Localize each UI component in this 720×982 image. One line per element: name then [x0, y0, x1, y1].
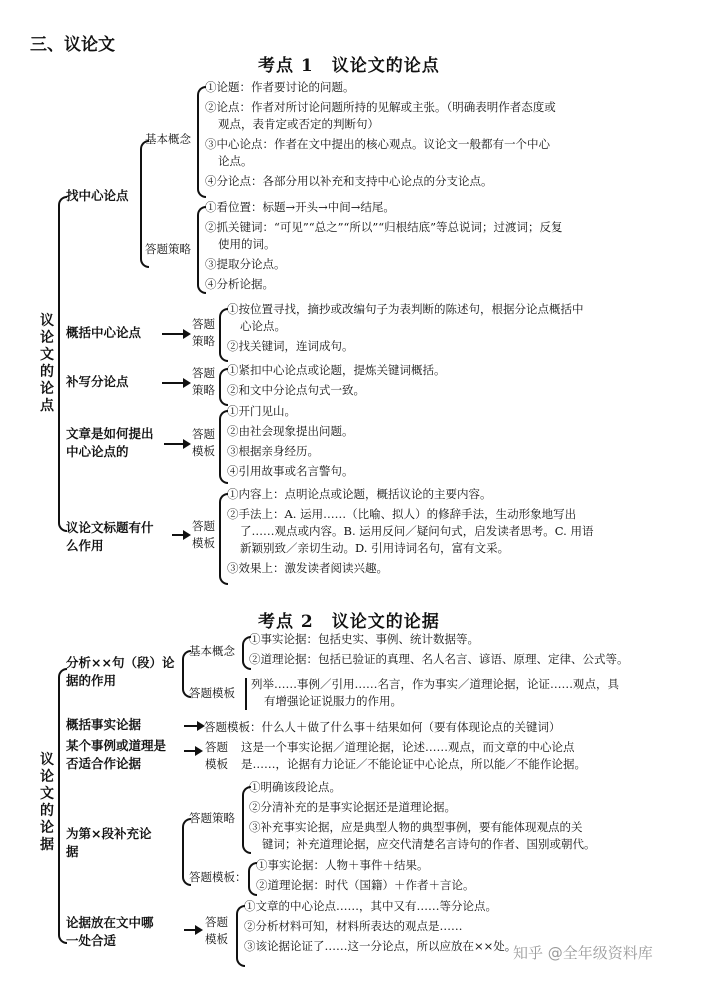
- kd2-sub4-items: [256, 857, 475, 894]
- kd2-topic-suitable-evidence: [66, 737, 166, 773]
- list-item: ①文章的中心论点……，其中又有……等分论点。: [244, 899, 497, 913]
- topic-label-line: 为第×段补充论: [66, 826, 152, 841]
- list-item: ①论题：作者要讨论的问题。: [205, 80, 355, 94]
- kd1-topic-title-function: [66, 519, 154, 555]
- list-item: ①明确该段论点。: [249, 780, 341, 794]
- topic-label-line: 文章是如何提出: [66, 426, 154, 441]
- list-item-cont: 新颖别致／亲切生动。D. 引用诗词名句，富有文采。: [240, 541, 510, 555]
- kd1-topic2-arrow: [162, 333, 184, 335]
- list-item: ②抓关键词：“可见”“总之”“所以”“归根结底”等总说词；过渡词；反复: [205, 220, 563, 234]
- kd1-topic2-items: [227, 301, 584, 355]
- list-item: ②由社会现象提出问题。: [227, 424, 354, 438]
- list-item-cont: 使用的词。: [218, 237, 276, 251]
- watermark-text: 知乎 @全年级资料库: [513, 944, 653, 962]
- list-item: ②分析材料可知，材料所表达的观点是……: [244, 919, 463, 933]
- list-item: ②找关键词，连词成句。: [227, 339, 354, 353]
- kd1-topic5-items: [227, 486, 593, 577]
- kd2-topic5-arrow-label: [205, 914, 228, 948]
- list-item: ①按位置寻找，摘抄或改编句子为表判断的陈述句，根据分论点概括中: [227, 302, 584, 316]
- kd1-topic5-arrow: [172, 534, 184, 536]
- arrow-label-line: 答题模板：: [204, 720, 262, 734]
- kd2-sub1-items: [249, 631, 629, 668]
- topic-label-line: 据: [66, 844, 79, 859]
- kaodian1-root-label: 议论文的论点: [40, 313, 54, 414]
- list-item: ①事实论据：包括史实、事例、统计数据等。: [249, 632, 479, 646]
- kd2-sub-basic-concept: 基本概念: [189, 644, 235, 658]
- list-item: ①看位置：标题→开头→中间→结尾。: [205, 200, 395, 214]
- kaodian2-root-label: 议论文的论据: [40, 752, 54, 853]
- list-item: ③补充事实论据，应是典型人物的典型事例，要有能体现观点的关: [249, 820, 583, 834]
- kd1-topic4-arrow-label: [192, 426, 215, 460]
- list-item: 列举……事例／引用……名言，作为事实／道理论据，论证……观点，具: [251, 677, 619, 691]
- kaodian1-title: 考点 1 议论文的论点: [258, 56, 440, 76]
- topic-label-line: 么作用: [66, 538, 104, 553]
- kd2-sub2-bar: [245, 678, 247, 710]
- topic-label-line: 否适合作论据: [66, 756, 142, 771]
- kd2-topic3-items: [241, 739, 586, 773]
- list-item: ①紧扣中心论点或论题，提炼关键词概括。: [227, 363, 446, 377]
- kd1-topic-how-raised: [66, 425, 154, 461]
- kd1-topic3-items: [227, 362, 446, 399]
- section-title: 三、议论文: [30, 35, 115, 55]
- kd1-topic2-arrow-label: [192, 316, 215, 350]
- arrow-label-line: 答题: [192, 427, 215, 441]
- kd1-sub1-items: [205, 79, 556, 190]
- list-item-cont: 了……观点或内容。B. 运用反问／疑问句式，启发读者思考。C. 用语: [240, 524, 594, 538]
- kd2-topic-where-evidence: [66, 914, 154, 950]
- list-item: ②论点：作者对所讨论问题所持的见解或主张。（明确表明作者态度或: [205, 100, 556, 114]
- kd2-topic5-items: [244, 898, 516, 955]
- list-item: ③提取分论点。: [205, 257, 286, 271]
- kd1-topic-summarize-central: [66, 324, 141, 342]
- list-item: ④分析论据。: [205, 277, 274, 291]
- topic-label-line: 一处合适: [66, 933, 117, 948]
- kd2-topic3-arrow-label: [205, 739, 228, 773]
- list-item: ③中心论点：作者在文中提出的核心观点。议论文一般都有一个中心: [205, 137, 550, 151]
- kd1-sub-basic-concept: 基本概念: [145, 132, 191, 146]
- list-item: ③该论据论证了……这一分论点，所以应放在××处。: [244, 939, 517, 953]
- arrow-label-line: 模板: [205, 757, 228, 771]
- topic-label-line: 论据放在文中哪: [66, 915, 154, 930]
- list-item: ③根据亲身经历。: [227, 444, 319, 458]
- arrow-label-line: 策略: [192, 334, 215, 348]
- kd1-topic-supplement-sub: [66, 373, 129, 391]
- kd2-topic2-line: [204, 716, 561, 736]
- kd2-sub2-items: [251, 676, 619, 710]
- arrow-label-line: 答题: [192, 317, 215, 331]
- topic-label-line: 补写分论点: [66, 374, 129, 389]
- list-item: ②道理论据：包括已验证的真理、名人名言、谚语、原理、定律、公式等。: [249, 652, 629, 666]
- list-item: ①事实论据：人物＋事件＋结果。: [256, 858, 429, 872]
- list-item: ③效果上：激发读者阅读兴趣。: [227, 561, 388, 575]
- list-item: ①内容上：点明论点或论题，概括议论的主要内容。: [227, 487, 492, 501]
- topic-label-line: 概括中心论点: [66, 325, 142, 340]
- kaodian1-root-brace: [58, 196, 67, 532]
- list-item-cont: 心论点。: [240, 319, 286, 333]
- kd2-sub-answer-template: 答题模板: [189, 686, 235, 700]
- kd1-topic3-arrow: [162, 382, 184, 384]
- list-item-cont: 键词；补充道理论据，应交代清楚名言诗句的作者、国别或朝代。: [262, 837, 596, 851]
- kd2-topic3-arrow: [184, 750, 196, 752]
- list-item: 这是一个事实论据／道理论据，论述……观点，而文章的中心论点: [241, 740, 575, 754]
- list-item: ②道理论据：时代（国籍）＋作者＋言论。: [256, 878, 475, 892]
- kd1-topic3-arrow-label: [192, 365, 215, 399]
- kd1-sub2-items: [205, 199, 563, 293]
- kaodian2-title: 考点 2 议论文的论据: [258, 612, 440, 632]
- list-item: ①开门见山。: [227, 404, 296, 418]
- kaodian2-root-brace: [58, 668, 67, 944]
- kd1-sub-answer-strategy: 答题策略: [145, 242, 191, 256]
- list-item-cont: 是……，论据有力论证／不能论证中心论点，所以能／不能作论据。: [241, 757, 586, 771]
- topic-label-line: 找中心论点: [66, 188, 129, 203]
- topic-label-line: 中心论点的: [66, 444, 129, 459]
- arrow-label-line: 答题: [205, 740, 228, 754]
- list-item: ②和文中分论点句式一致。: [227, 383, 365, 397]
- kd2-topic-analyze-evidence: [66, 654, 174, 690]
- kd1-topic4-items: [227, 403, 354, 480]
- list-item-cont: 观点，表肯定或否定的判断句）: [218, 117, 379, 131]
- kd2-sub-answer-strategy: 答题策略: [189, 811, 235, 825]
- list-item: ②手法上：A. 运用……（比喻、拟人）的修辞手法，生动形象地写出: [227, 507, 577, 521]
- arrow-label-line: 模板: [205, 932, 228, 946]
- kd2-topic2-arrow: [184, 725, 198, 727]
- kd1-topic5-arrow-label: [192, 518, 215, 552]
- kd2-topic5-arrow: [184, 929, 196, 931]
- list-item: ④引用故事或名言警句。: [227, 464, 354, 478]
- arrow-label-line: 模板: [192, 536, 215, 550]
- list-item-cont: 有增强论证说服力的作用。: [264, 694, 402, 708]
- topic-label-line: 概括事实论据: [66, 717, 142, 732]
- arrow-label-line: 策略: [192, 383, 215, 397]
- arrow-label-line: 模板: [192, 444, 215, 458]
- kd1-topic-find-central: [66, 187, 129, 205]
- topic-label-line: 某个事例或道理是: [66, 738, 167, 753]
- arrow-label-line: 答题: [192, 519, 215, 533]
- list-item: ④分论点：各部分用以补充和支持中心论点的分支论点。: [205, 174, 493, 188]
- kd2-sub-answer-template-2: 答题模板：: [189, 870, 247, 884]
- arrow-label-line: 答题: [205, 915, 228, 929]
- topic-label-line: 分析××句（段）论: [66, 655, 175, 670]
- kd2-topic-supplement-evidence: [66, 825, 151, 861]
- list-item: 什么人＋做了什么事＋结果如何（要有体现论点的关键词）: [261, 720, 561, 734]
- kd2-sub3-items: [249, 779, 596, 853]
- list-item-cont: 论点。: [218, 154, 253, 168]
- arrow-label-line: 答题: [192, 366, 215, 380]
- list-item: ②分清补充的是事实论据还是道理论据。: [249, 800, 456, 814]
- topic-label-line: 据的作用: [66, 673, 117, 688]
- kd2-topic-summarize-fact: [66, 716, 141, 734]
- kd1-topic4-arrow: [164, 443, 184, 445]
- topic-label-line: 议论文标题有什: [66, 520, 154, 535]
